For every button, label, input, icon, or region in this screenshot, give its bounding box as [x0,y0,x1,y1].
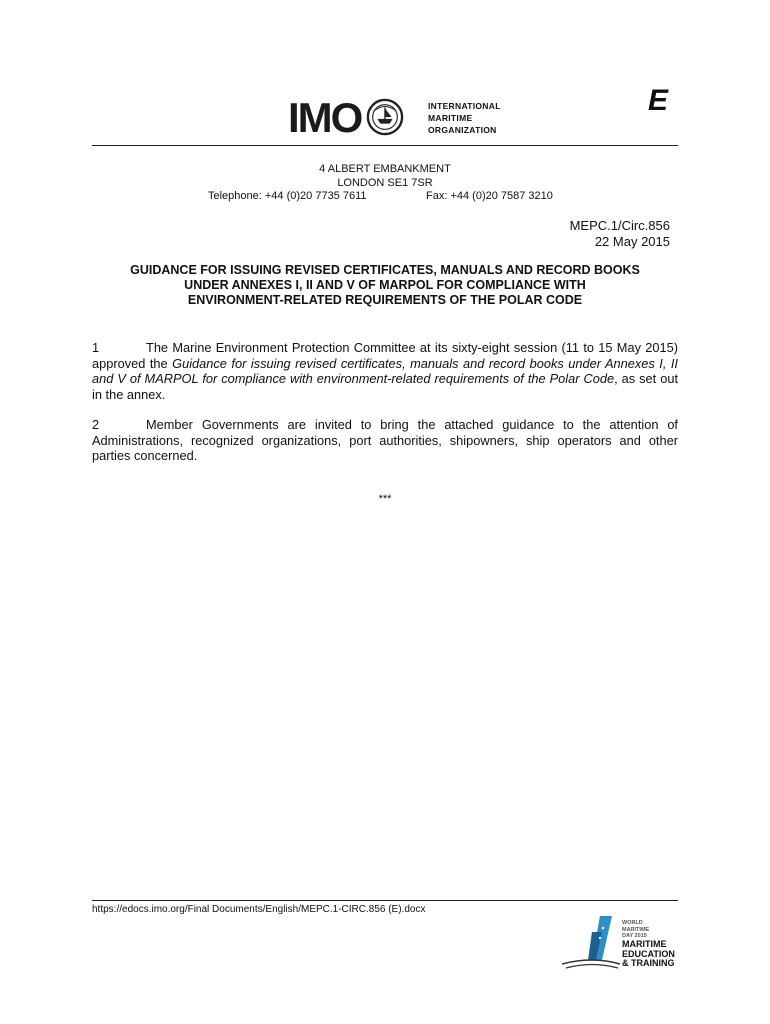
telephone: Telephone: +44 (0)20 7735 7611 [208,190,367,202]
paragraph-text: The Marine Environment Protection Committee at its sixty-eight session (11 to 15 May 2015) approved the [92,340,678,371]
header-divider [92,145,678,146]
badge-big-text [622,940,675,969]
paragraph-number: 1 [92,340,100,355]
document-title [92,263,678,308]
imo-emblem-icon [366,98,404,136]
logo-org-line: INTERNATIONAL [428,101,501,111]
section-separator: *** [378,493,392,505]
logo-org-name [428,100,501,136]
badge-big-line: EDUCATION [622,948,675,959]
language-mark: E [647,84,668,117]
fax: Fax: +44 (0)20 7587 3210 [426,190,553,202]
badge-small-text [622,920,649,940]
paragraph-number: 2 [92,417,100,432]
paragraph-1 [92,340,678,402]
address-line: 4 ALBERT EMBANKMENT [319,163,451,175]
contact-line [208,190,608,202]
ship-icon [562,912,622,970]
title-line: ENVIRONMENT-RELATED REQUIREMENTS OF THE POLAR CODE [187,293,583,307]
paragraph-2 [92,417,678,464]
badge-big-line: MARITIME [622,939,667,949]
reference-code: MEPC.1/Circ.856 [569,218,670,233]
footer-divider [92,900,678,901]
reference-date: 22 May 2015 [594,234,670,249]
logo-org-line: ORGANIZATION [428,125,497,135]
footer-file-path: https://edocs.imo.org/Final Documents/English/MEPC.1-CIRC.856 (E).docx [92,904,426,915]
world-maritime-day-badge [562,912,680,970]
document-reference [570,218,670,250]
address-block [92,162,678,190]
title-line: UNDER ANNEXES I, II AND V OF MARPOL FOR COMPLIANCE WITH [184,278,586,292]
badge-small-line: DAY 2015 [622,933,647,939]
logo-org-line: MARITIME [428,113,473,123]
title-line: GUIDANCE FOR ISSUING REVISED CERTIFICATES, MANUALS AND RECORD BOOKS [130,263,640,277]
badge-small-line: WORLD [622,920,643,926]
badge-big-line: & TRAINING [622,958,675,968]
paragraph-text: Member Governments are invited to bring the attached guidance to the attention of Administrations, recognized organizations, port authorities, shipowners, ship operators and other parties concerned. [92,417,678,463]
address-line: LONDON SE1 7SR [337,177,433,189]
paragraph-text-end: , as set out in the annex. [92,371,678,402]
paragraph-italic-text: Guidance for issuing revised certificates, manuals and record books under Annexes I, II and V of MARPOL for compliance with environment-related requirements of the Polar Code [92,355,678,386]
imo-logo [288,94,518,141]
badge-small-line: MARITIME [622,926,650,933]
logo-wordmark: IMO [288,94,362,141]
